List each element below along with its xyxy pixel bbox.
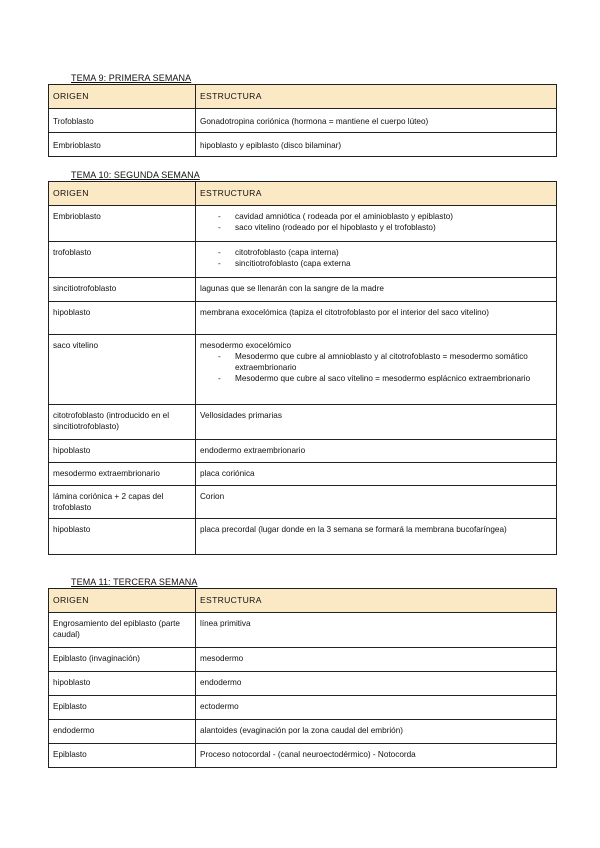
cell-estructura: lagunas que se llenarán con la sangre de la madre	[196, 278, 557, 302]
cell-origen: Trofoblasto	[49, 109, 196, 133]
header-estructura: ESTRUCTURA	[196, 85, 557, 109]
cell-estructura: membrana exocelómica (tapiza el citotrofoblasto por el interior del saco vitelino)	[196, 302, 557, 335]
table-row	[49, 405, 557, 440]
header-estructura: ESTRUCTURA	[196, 182, 557, 206]
cell-estructura	[196, 206, 557, 242]
cell-origen: Embrioblasto	[49, 206, 196, 242]
table-row	[49, 519, 557, 555]
cell-estructura: alantoides (evaginación por la zona caudal del embrión)	[196, 720, 557, 744]
cell-origen: Epiblasto (invaginación)	[49, 648, 196, 672]
table-row	[49, 463, 557, 486]
section-title: TEMA 11: TERCERA SEMANA	[71, 577, 198, 587]
table-row	[49, 744, 557, 768]
table-header	[49, 182, 557, 206]
cell-origen: hipoblasto	[49, 672, 196, 696]
table-tema10	[48, 181, 557, 555]
cell-estructura	[196, 335, 557, 405]
section-tema10	[48, 170, 556, 555]
table-row	[49, 440, 557, 463]
cell-origen: saco vitelino	[49, 335, 196, 405]
cell-estructura: hipoblasto y epiblasto (disco bilaminar)	[196, 133, 557, 157]
bullet-item: - Mesodermo que cubre al saco vitelino = mesodermo esplácnico extraembrionario	[200, 373, 552, 384]
table-header	[49, 85, 557, 109]
bullet-item: - cavidad amniótica ( rodeada por el aminioblasto y epiblasto)	[200, 211, 552, 222]
bullet-item: - sincitiotrofoblasto (capa externa	[200, 258, 552, 269]
table-row	[49, 648, 557, 672]
table-tema11	[48, 588, 557, 768]
cell-origen: sincitiotrofoblasto	[49, 278, 196, 302]
section-title: TEMA 9: PRIMERA SEMANA	[71, 73, 192, 83]
table-row	[49, 486, 557, 519]
cell-origen: hipoblasto	[49, 302, 196, 335]
table-row	[49, 613, 557, 648]
table-header	[49, 589, 557, 613]
cell-origen: endodermo	[49, 720, 196, 744]
cell-origen: trofoblasto	[49, 242, 196, 278]
cell-estructura: Vellosidades primarias	[196, 405, 557, 440]
table-row	[49, 720, 557, 744]
header-origen: ORIGEN	[49, 85, 196, 109]
section-tema11	[48, 577, 556, 768]
cell-estructura: línea primitiva	[196, 613, 557, 648]
cell-estructura: endodermo extraembrionario	[196, 440, 557, 463]
table-row	[49, 672, 557, 696]
cell-estructura: ectodermo	[196, 696, 557, 720]
table-row	[49, 109, 557, 133]
table-row	[49, 302, 557, 335]
cell-estructura: placa coriónica	[196, 463, 557, 486]
cell-origen: Engrosamiento del epiblasto (parte caudal)	[49, 613, 196, 648]
cell-origen: mesodermo extraembrionario	[49, 463, 196, 486]
cell-intro: mesodermo exocelómico	[200, 341, 292, 350]
cell-origen: lámina coriónica + 2 capas del trofoblasto	[49, 486, 196, 519]
table-row	[49, 133, 557, 157]
header-estructura: ESTRUCTURA	[196, 589, 557, 613]
header-origen: ORIGEN	[49, 589, 196, 613]
cell-origen: citotrofoblasto (introducido en el sincitiotrofoblasto)	[49, 405, 196, 440]
table-row	[49, 278, 557, 302]
cell-estructura: placa precordal (lugar donde en la 3 semana se formará la membrana bucofaríngea)	[196, 519, 557, 555]
cell-estructura	[196, 242, 557, 278]
section-tema9	[48, 73, 556, 157]
table-row	[49, 696, 557, 720]
cell-estructura: endodermo	[196, 672, 557, 696]
cell-origen: Embrioblasto	[49, 133, 196, 157]
cell-estructura: mesodermo	[196, 648, 557, 672]
table-row	[49, 335, 557, 405]
table-tema9	[48, 84, 557, 157]
cell-origen: Epiblasto	[49, 744, 196, 768]
bullet-item: - saco vitelino (rodeado por el hipoblasto y el trofoblasto)	[200, 222, 552, 233]
cell-origen: hipoblasto	[49, 519, 196, 555]
cell-estructura: Proceso notocordal - (canal neuroectodérmico) - Notocorda	[196, 744, 557, 768]
section-title: TEMA 10: SEGUNDA SEMANA	[71, 170, 200, 180]
table-row	[49, 206, 557, 242]
cell-estructura: Corion	[196, 486, 557, 519]
bullet-item: - citotrofoblasto (capa interna)	[200, 247, 552, 258]
table-row	[49, 242, 557, 278]
bullet-item: - Mesodermo que cubre al amnioblasto y al citotrofoblasto = mesodermo somático extraembrionario	[200, 351, 552, 373]
cell-origen: hipoblasto	[49, 440, 196, 463]
cell-estructura: Gonadotropina coriónica (hormona = mantiene el cuerpo lúteo)	[196, 109, 557, 133]
cell-origen: Epiblasto	[49, 696, 196, 720]
header-origen: ORIGEN	[49, 182, 196, 206]
